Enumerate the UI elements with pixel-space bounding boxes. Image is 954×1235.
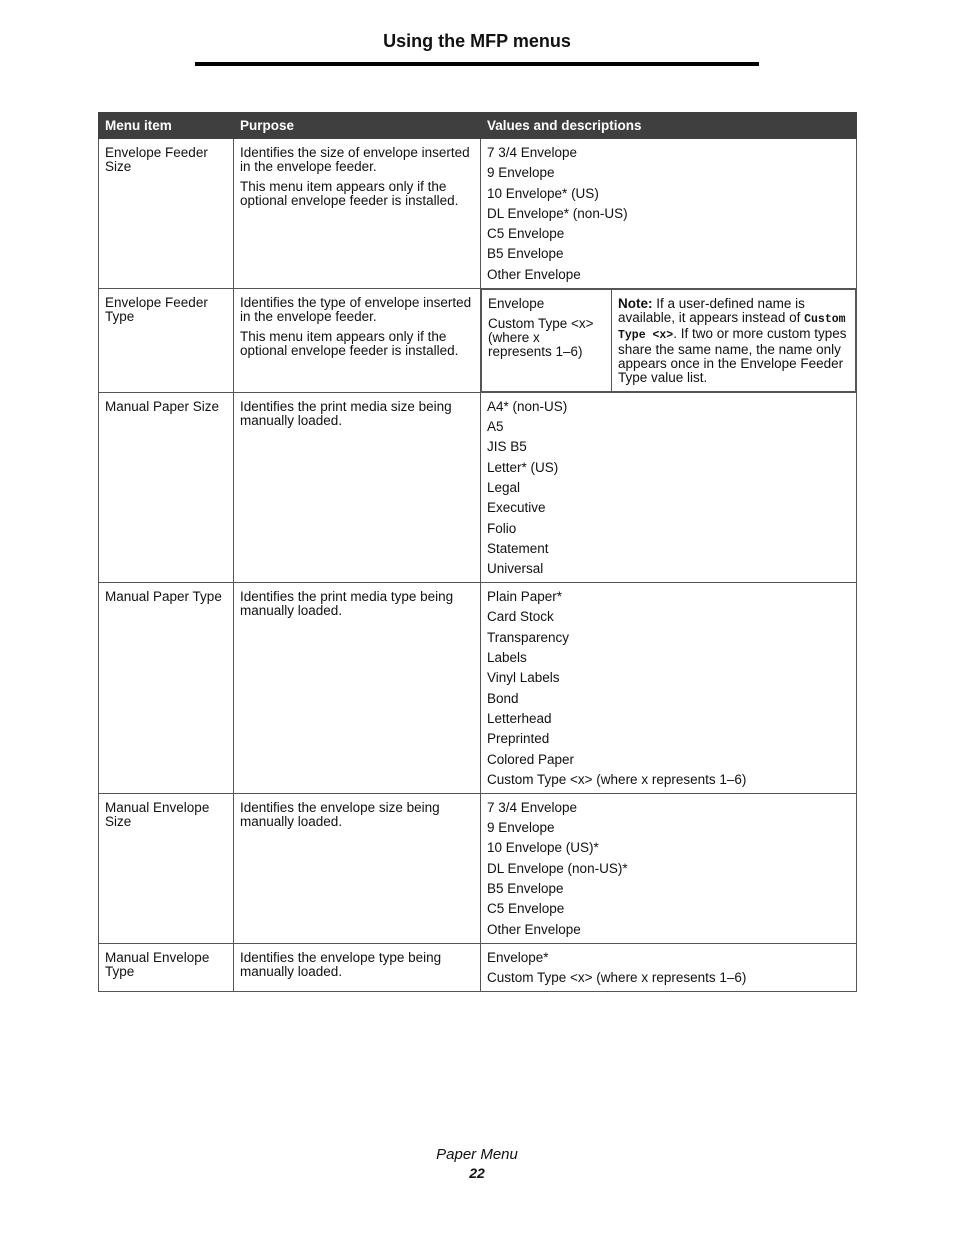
value-item: DL Envelope* (non-US)	[487, 205, 628, 221]
value-item: 7 3/4 Envelope	[487, 799, 578, 815]
purpose-text: Identifies the print media size being manually loaded.	[240, 398, 452, 428]
table-row	[99, 392, 857, 582]
value-item: Card Stock	[487, 609, 554, 625]
menu-item-cell: Envelope Feeder Size	[99, 139, 234, 289]
value-item: Executive	[487, 500, 546, 516]
value-item: Labels	[487, 650, 527, 666]
page-title: Using the MFP menus	[383, 31, 571, 51]
header-rule	[195, 62, 759, 66]
column-header-menu-item: Menu item	[99, 113, 234, 139]
values-cell	[481, 139, 857, 289]
value-item: 10 Envelope (US)*	[487, 840, 599, 856]
value-item: C5 Envelope	[487, 901, 565, 917]
table-row	[99, 583, 857, 794]
purpose-cell	[234, 583, 481, 794]
value-item: Custom Type <x> (where x represents 1–6)	[487, 969, 747, 985]
table-header-row	[99, 113, 857, 139]
value-item: 9 Envelope	[487, 820, 555, 836]
purpose-text: Identifies the print media type being manually loaded.	[240, 589, 454, 619]
menu-item-cell: Manual Envelope Type	[99, 943, 234, 991]
table-row	[99, 793, 857, 943]
value-item: Bond	[487, 690, 519, 706]
value-item: Vinyl Labels	[487, 670, 560, 686]
note-code: Custom Type <x>	[618, 312, 846, 342]
purpose-cell	[234, 943, 481, 991]
value-item: 9 Envelope	[487, 165, 555, 181]
value-item: Custom Type <x> (where x represents 1–6)	[487, 771, 747, 787]
value-item: B5 Envelope	[487, 246, 564, 262]
note-label: Note:	[618, 295, 653, 311]
value-item: Letter* (US)	[487, 459, 559, 475]
value-item: Other Envelope	[487, 266, 581, 282]
values-cell	[481, 288, 857, 392]
purpose-text: Identifies the size of envelope inserted in the envelope feeder.	[240, 145, 470, 174]
purpose-text: This menu item appears only if the optional envelope feeder is installed.	[240, 328, 459, 358]
menu-item-cell: Manual Paper Type	[99, 583, 234, 794]
value-item: B5 Envelope	[487, 881, 564, 897]
purpose-cell	[234, 139, 481, 289]
column-header-values: Values and descriptions	[481, 113, 857, 139]
menu-table	[98, 112, 857, 992]
purpose-text: Identifies the envelope size being manually loaded.	[240, 799, 440, 829]
value-item: Plain Paper*	[487, 589, 563, 605]
note-text: . If two or more custom types share the same name, the name only appears once in the Envelope Feeder Type value list.	[618, 325, 847, 385]
table-row	[99, 288, 857, 392]
value-item: JIS B5	[487, 439, 527, 455]
footer-section-title: Paper Menu	[436, 1146, 518, 1163]
note-cell	[612, 289, 856, 391]
value-item: Envelope*	[487, 949, 549, 965]
value-item: 7 3/4 Envelope	[487, 145, 578, 160]
value-item: Colored Paper	[487, 751, 575, 767]
values-list	[482, 289, 612, 391]
purpose-text: This menu item appears only if the optional envelope feeder is installed.	[240, 179, 459, 208]
table-row	[99, 139, 857, 289]
table-row	[99, 943, 857, 991]
values-cell	[481, 793, 857, 943]
purpose-cell	[234, 392, 481, 582]
value-item: Custom Type <x> (where x represents 1–6)	[488, 315, 594, 359]
value-item: Other Envelope	[487, 921, 581, 937]
value-item: Universal	[487, 561, 544, 577]
menu-item-cell: Envelope Feeder Type	[99, 288, 234, 392]
note-text: If a user-defined name is available, it appears instead of	[618, 295, 805, 325]
value-item: A5	[487, 419, 504, 435]
purpose-text: Identifies the envelope type being manually loaded.	[240, 949, 442, 979]
values-cell	[481, 943, 857, 991]
menu-item-cell: Manual Envelope Size	[99, 793, 234, 943]
value-item: Envelope	[488, 295, 545, 311]
purpose-cell	[234, 793, 481, 943]
value-item: DL Envelope (non-US)*	[487, 860, 628, 876]
value-item: 10 Envelope* (US)	[487, 185, 599, 201]
value-item: Letterhead	[487, 710, 552, 726]
value-item: Preprinted	[487, 731, 550, 747]
value-item: C5 Envelope	[487, 226, 565, 242]
purpose-cell	[234, 288, 481, 392]
menu-item-cell: Manual Paper Size	[99, 392, 234, 582]
footer-page-number: 22	[469, 1165, 485, 1181]
values-cell	[481, 583, 857, 794]
value-item: Transparency	[487, 629, 570, 645]
values-cell	[481, 392, 857, 582]
values-split	[481, 289, 856, 392]
value-item: Folio	[487, 520, 517, 536]
value-item: Statement	[487, 540, 549, 556]
column-header-purpose: Purpose	[234, 113, 481, 139]
value-item: A4* (non-US)	[487, 398, 568, 414]
value-item: Legal	[487, 479, 521, 495]
purpose-text: Identifies the type of envelope inserted in the envelope feeder.	[240, 294, 472, 324]
